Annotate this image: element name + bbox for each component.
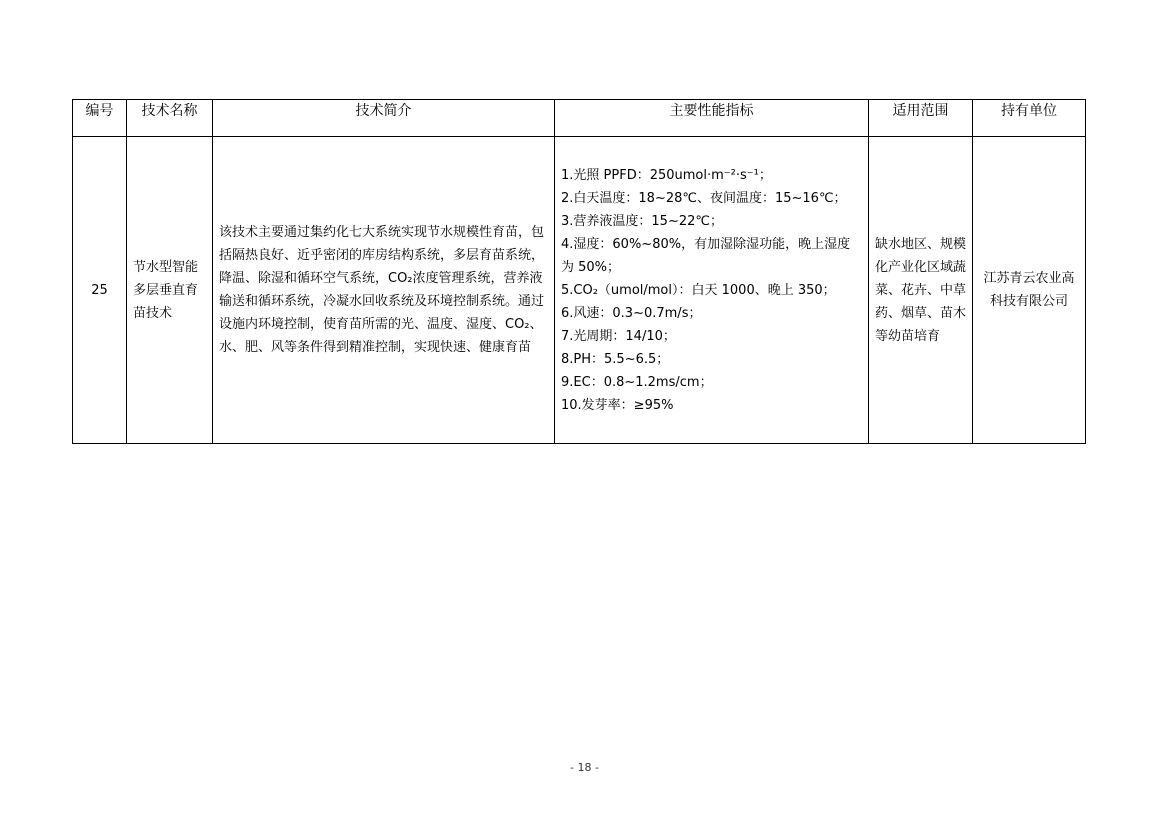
- table-header-row: [73, 100, 1086, 137]
- table-row: [73, 137, 1086, 444]
- performance-item: 4.湿度：60%~80%，有加湿除湿功能，晚上湿度为 50%；: [561, 236, 851, 275]
- cell-organization: 江苏青云农业高科技有限公司: [973, 137, 1086, 444]
- cell-tech-name: 节水型智能多层垂直育苗技术: [127, 137, 213, 444]
- performance-item: 9.EC：0.8~1.2ms/cm；: [561, 374, 713, 390]
- performance-item: 5.CO₂（umol/mol）：白天 1000、晚上 350；: [561, 282, 836, 298]
- header-tech-intro: 技术简介: [213, 100, 555, 137]
- performance-item: 7.光周期：14/10；: [561, 328, 676, 344]
- header-number: 编号: [73, 100, 127, 137]
- performance-item: 2.白天温度：18~28℃、夜间温度：15~16℃；: [561, 190, 847, 206]
- header-scope: 适用范围: [869, 100, 973, 137]
- page-number: - 18 -: [570, 761, 599, 774]
- cell-tech-intro: 该技术主要通过集约化七大系统实现节水规模性育苗，包括隔热良好、近乎密闭的库房结构系统，多层育苗系统，降温、除湿和循环空气系统，CO₂浓度管理系统，营养液输送和循环系统，冷凝水回收系统及环境控制系统。通过设施内环境控制，使育苗所需的光、温度、湿度、CO₂、水、肥、风等条件得到精准控制，实现快速、健康育苗: [213, 137, 555, 444]
- header-tech-name: 技术名称: [127, 100, 213, 137]
- cell-number: 25: [73, 137, 127, 444]
- cell-scope: 缺水地区、规模化产业化区域蔬菜、花卉、中草药、烟草、苗木等幼苗培育: [869, 137, 973, 444]
- header-organization: 持有单位: [973, 100, 1086, 137]
- performance-item: 6.风速：0.3~0.7m/s；: [561, 305, 702, 321]
- performance-item: 10.发芽率：≥95%: [561, 397, 674, 413]
- cell-performance: [555, 137, 869, 444]
- performance-item: 8.PH：5.5~6.5；: [561, 351, 670, 367]
- header-performance: 主要性能指标: [555, 100, 869, 137]
- technology-table: [72, 99, 1086, 444]
- performance-item: 3.营养液温度：15~22℃；: [561, 213, 723, 229]
- performance-item: 1.光照 PPFD：250umol·m⁻²·s⁻¹；: [561, 167, 772, 183]
